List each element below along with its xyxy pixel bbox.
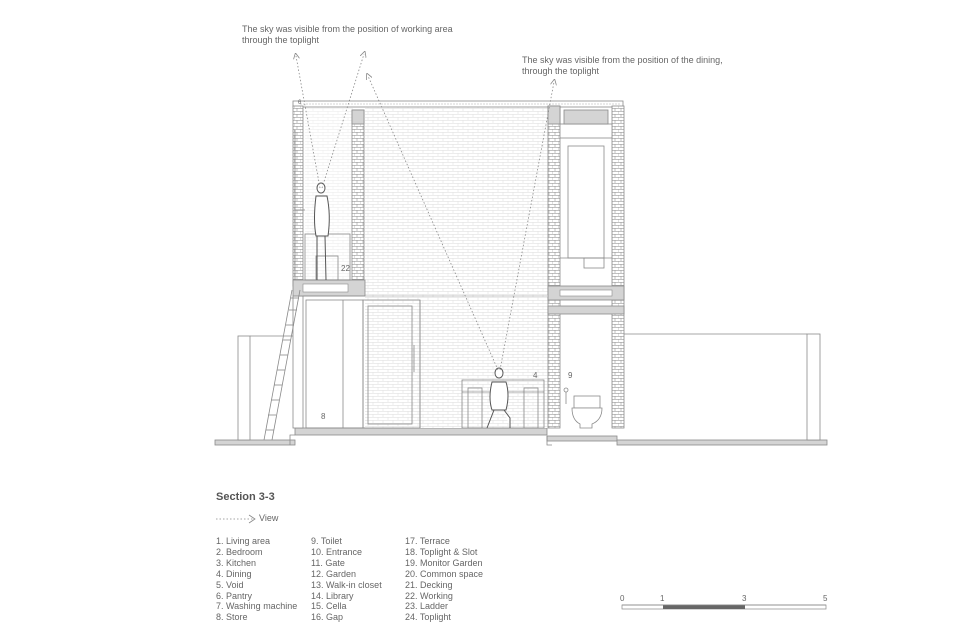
legend-item: 5. Void bbox=[216, 579, 244, 590]
legend-item: 20. Common space bbox=[405, 568, 484, 579]
ground bbox=[215, 428, 827, 445]
legend-item: 23. Ladder bbox=[405, 601, 449, 612]
legend-item: 17. Terrace bbox=[405, 536, 450, 546]
legend-item: 15. Cella bbox=[311, 601, 347, 612]
room-label-working: 22 bbox=[341, 264, 350, 273]
left-lower-wall bbox=[293, 296, 303, 428]
legend-item: 9. Toilet bbox=[311, 536, 342, 546]
legend-item: 19. Monitor Garden bbox=[405, 557, 483, 568]
legend-item: 8. Store bbox=[216, 612, 248, 623]
annotation-dining bbox=[522, 55, 723, 77]
view-legend-label: View bbox=[259, 513, 279, 523]
legend-item: 7. Washing machine bbox=[216, 601, 298, 612]
legend-item: 11. Gate bbox=[311, 557, 345, 568]
legend-item: 24. Toplight bbox=[405, 612, 451, 623]
section-title: Section 3-3 bbox=[216, 491, 275, 503]
scale-bar bbox=[620, 602, 832, 612]
legend-item: 18. Toplight & Slot bbox=[405, 546, 478, 557]
room-label-store: 8 bbox=[321, 412, 326, 421]
legend-column-1 bbox=[216, 536, 297, 623]
legend-item: 2. Bedroom bbox=[216, 546, 263, 557]
legend-item: 3. Kitchen bbox=[216, 557, 257, 568]
roof-toplight bbox=[293, 101, 623, 107]
legend-column-2 bbox=[311, 536, 382, 623]
legend-item: 13. Walk-in closet bbox=[311, 579, 382, 590]
legend-item: 12. Garden bbox=[311, 568, 357, 579]
annotation-line: The sky was visible from the position of the dining, bbox=[522, 55, 723, 65]
view-arrow-icon bbox=[216, 512, 258, 526]
right-inner-wall bbox=[548, 106, 560, 428]
legend-item: 4. Dining bbox=[216, 568, 252, 579]
legend-item: 21. Decking bbox=[405, 579, 453, 590]
room-label-toilet: 9 bbox=[568, 371, 573, 380]
legend-item: 16. Gap bbox=[311, 612, 344, 623]
room-label-toplight: 6 bbox=[298, 100, 302, 106]
annotation-line: The sky was visible from the position of working area bbox=[242, 24, 453, 34]
right-fence-wall bbox=[624, 334, 820, 440]
scale-tick-1: 1 bbox=[660, 594, 665, 603]
legend-item: 14. Library bbox=[311, 590, 354, 601]
annotation-working-area bbox=[242, 24, 453, 46]
upper-left-brick bbox=[305, 106, 353, 286]
right-outer-wall bbox=[612, 106, 624, 428]
left-outer-wall bbox=[293, 106, 303, 286]
legend-item: 1. Living area bbox=[216, 536, 271, 546]
legend-column-3 bbox=[405, 536, 483, 623]
scale-tick-0: 0 bbox=[620, 594, 625, 603]
inner-left-column bbox=[352, 110, 364, 280]
room-label-void: 4 bbox=[533, 371, 538, 380]
toilet-fixture bbox=[564, 388, 602, 428]
legend-item: 22. Working bbox=[405, 590, 453, 601]
annotation-line: through the toplight bbox=[522, 66, 600, 76]
bedroom-upper bbox=[560, 110, 612, 268]
scale-tick-5: 5 bbox=[823, 594, 828, 603]
scale-tick-3: 3 bbox=[742, 594, 747, 603]
view-legend bbox=[216, 512, 296, 526]
annotation-line: through the toplight bbox=[242, 35, 320, 45]
legend-item: 10. Entrance bbox=[311, 546, 363, 557]
legend-item: 6. Pantry bbox=[216, 590, 253, 601]
